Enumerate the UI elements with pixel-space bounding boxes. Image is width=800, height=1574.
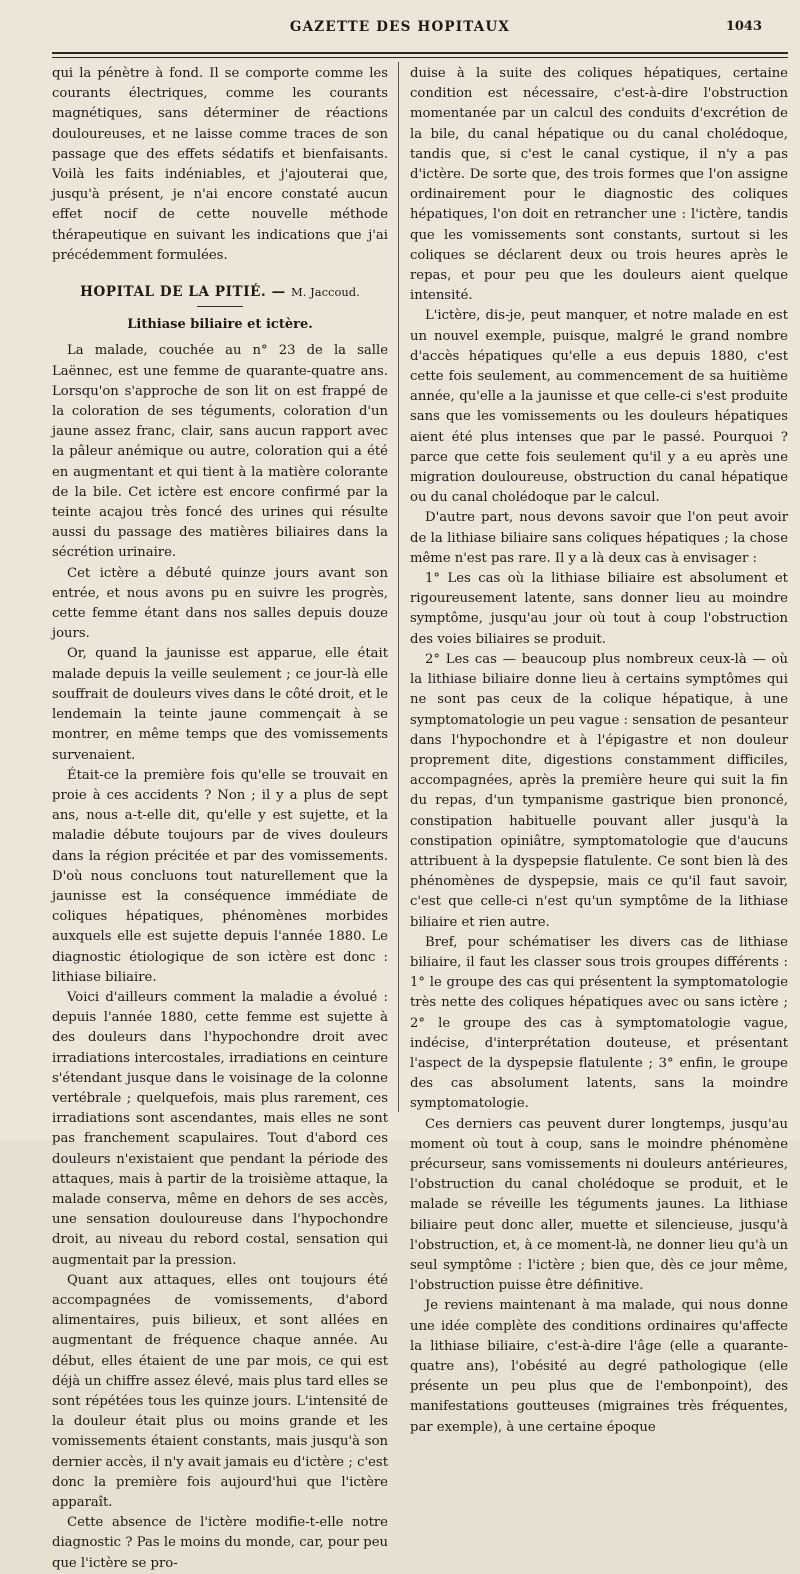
journal-title: GAZETTE DES HOPITAUX: [289, 19, 511, 35]
paragraph: 2° Les cas — beaucoup plus nombreux ceux-là — où la lithiase biliaire donne lieu à certains symptômes qui ne sont pas ceux de la colique hépatique, à une symptomatologie un peu vague : sensation de pesanteur dans l'hypochondre et à l'épigastre et non douleur proprement dite, digestions constamment difficiles, accompagnées, après la première heure qui suit la fin du repas, d'un tympanisme gastrique bien prononcé, constipation habituelle pouvant aller jusqu'à la constipation opiniâtre, symptomatologie que d'aucuns attribuent à la dyspepsie flatulente. Ce sont bien là des phénomènes de dyspepsie, mais ce qu'il faut savoir, c'est que celle-ci n'est qu'un symptôme de la lithiase biliaire et rien autre.: [410, 651, 788, 930]
section-rule: [197, 306, 243, 307]
paragraph: 1° Les cas où la lithiase biliaire est absolument et rigoureusement latente, sans donner lieu au moindre symptôme, jusqu'au jour où tout à coup l'obstruction des voies biliaires se produit.: [410, 571, 788, 647]
paragraph: qui la pénètre à fond. Il se comporte comme les courants électriques, comme les courants magnétiques, sans déterminer de réactions douloureuses, et ne laisse comme traces de son passage que des effets sédatifs et bienfaisants. Voilà les faits indéniables, et j'ajouterai que, jusqu'à présent, je n'ai encore constaté aucun effet nocif de cette nouvelle méthode thérapeutique en suivant les indications que j'ai précédemment formulées.: [52, 66, 388, 263]
right-column: [410, 64, 788, 1438]
paragraph: Bref, pour schématiser les divers cas de lithiase biliaire, il faut les classer sous trois groupes différents : 1° le groupe des cas qui présentent la symptomatologie très nette des coliques hépatiques avec ou sans ictère ; 2° le groupe des cas à symptomatologie vague, indécise, d'interprétation douteuse, et présentant l'aspect de la dyspepsie flatulente ; 3° enfin, le groupe des cas absolument latents, sans la moindre symptomatologie.: [410, 934, 788, 1112]
paragraph: Quant aux attaques, elles ont toujours été accompagnées de vomissements, d'abord alimentaires, puis bilieux, et sont allées en augmentant de fréquence chaque année. Au début, elles étaient de une par mois, ce qui est déjà un chiffre assez élevé, mais plus tard elles se sont répétées tous les quinze jours. L'intensité de la douleur était plus ou moins grande et les vomissements étaient constants, mais jusqu'à son dernier accès, il n'y avait jamais eu d'ictère ; c'est donc la première fois aujourd'hui que l'ictère apparaît.: [52, 1272, 388, 1511]
section-title: HOPITAL DE LA PITIÉ. — M. Jaccoud.: [80, 284, 360, 301]
running-head: [0, 10, 800, 38]
hospital-name: HOPITAL DE LA PITIÉ.: [80, 284, 267, 301]
paragraph: Je reviens maintenant à ma malade, qui nous donne une idée complète des conditions ordinaires qu'affecte la lithiase biliaire, c'est-à-dire l'âge (elle a quarante-quatre ans), l'obésité au degré pathologique (elle présente un peu plus que de l'embonpoint), des manifestations goutteuses (migraines très fréquentes, par exemple), à une certaine époque: [410, 1298, 788, 1435]
paragraph: Était-ce la première fois qu'elle se trouvait en proie à ces accidents ? Non ; il y a plus de sept ans, nous a-t-elle dit, qu'elle y est sujette, et la maladie débute toujours par de vives douleurs dans la région précitée et par des vomissements. D'où nous concluons tout naturellement que la jaunisse est la conséquence immédiate de coliques hépatiques, phénomènes morbides auxquels elle est sujette depuis l'année 1880. Le diagnostic étiologique de son ictère est donc : lithiase biliaire.: [52, 767, 388, 985]
paragraph: duise à la suite des coliques hépatiques, certaine condition est nécessaire, c'est-à-dire l'obstruction momentanée par un calcul des conduits d'excrétion de la bile, du canal hépatique ou du canal cholédoque, tandis que, si c'est le canal cystique, il n'y a pas d'ictère. De sorte que, des trois formes que l'on assigne ordinairement pour le diagnostic des coliques hépatiques, l'on doit en retrancher une : l'ictère, tandis que les vomissements sont constants, surtout si les coliques se déclarent deux ou trois heures après le repas, et pour peu que les douleurs aient quelque intensité.: [410, 66, 788, 304]
left-column: [52, 64, 388, 1574]
paragraph: Or, quand la jaunisse est apparue, elle était malade depuis la veille seulement ; ce jour-là elle souffrait de douleurs vives dans le côté droit, et le lendemain la teinte jaune commençait à se montrer, en même temps que des vomissements survenaient.: [52, 646, 388, 763]
paragraph: Cette absence de l'ictère modifie-t-elle notre diagnostic ? Pas le moins du monde, car, pour peu que l'ictère se pro-: [52, 1515, 388, 1571]
page-number: 1043: [725, 19, 762, 34]
paragraph: Ces derniers cas peuvent durer longtemps, jusqu'au moment où tout à coup, sans le moindre phénomène précurseur, sans vomissements ni douleurs antérieures, l'obstruction du canal cholédoque se produit, et le malade se réveille les téguments jaunes. La lithiase biliaire peut donc aller, muette et silencieuse, jusqu'à l'obstruction, et, à ce moment-là, ne donner lieu qu'à un seul symptôme : l'ictère ; bien que, dès ce jour même, l'obstruction puisse être définitive.: [410, 1116, 788, 1294]
article-subtitle: Lithiase biliaire et ictère.: [127, 317, 313, 333]
section-author: M. Jaccoud.: [291, 285, 360, 300]
header-rule-thin: [52, 57, 788, 58]
header-rule: [52, 52, 788, 54]
paragraph: L'ictère, dis-je, peut manquer, et notre malade en est un nouvel exemple, puisque, malgré le grand nombre d'accès hépatiques qu'elle a eus depuis 1880, c'est cette fois seulement, au commencement de sa huitième année, qu'elle a la jaunisse et que celle-ci s'est produite sans que les vomissements ou les douleurs hépatiques aient été plus intenses que par le passé. Pourquoi ? parce que cette fois seulement qu'il y a eu après une migration douloureuse, obstruction du canal hépatique ou du canal cholédoque par le calcul.: [410, 308, 788, 506]
column-divider: [398, 62, 399, 1112]
paragraph: La malade, couchée au n° 23 de la salle Laënnec, est une femme de quarante-quatre ans. Lorsqu'on s'approche de son lit on est frappé de la coloration de ses téguments, coloration d'un jaune assez franc, clair, sans aucun rapport avec la pâleur anémique ou autre, coloration qui a été en augmentant et qui tient à la matière colorante de la bile. Cet ictère est encore confirmé par la teinte acajou très foncé des urines qui résulte aussi du passage des matières biliaires dans la sécrétion urinaire.: [52, 343, 388, 561]
paragraph: Cet ictère a débuté quinze jours avant son entrée, et nous avons pu en suivre les progrès, cette femme étant dans nos salles depuis douze jours.: [52, 565, 388, 642]
paragraph: D'autre part, nous devons savoir que l'on peut avoir de la lithiase biliaire sans coliques hépatiques ; la chose même n'est pas rare. Il y a là deux cas à envisager :: [410, 510, 788, 566]
paragraph: Voici d'ailleurs comment la maladie a évolué : depuis l'année 1880, cette femme est sujette à des douleurs dans l'hypochondre droit avec irradiations intercostales, irradiations en ceinture s'étendant jusque dans le voisinage de la colonne vertébrale ; quelquefois, mais plus rarement, ces irradiations sont ascendantes, mais elles ne sont pas franchement scapulaires. Tout d'abord ces douleurs n'existaient que pendant la période des attaques, mais à partir de la troisième attaque, la malade conserva, même en dehors de ses accès, une sensation douloureuse dans l'hypochondre droit, au niveau du rebord costal, sensation qui augmentait par la pression.: [52, 989, 388, 1268]
